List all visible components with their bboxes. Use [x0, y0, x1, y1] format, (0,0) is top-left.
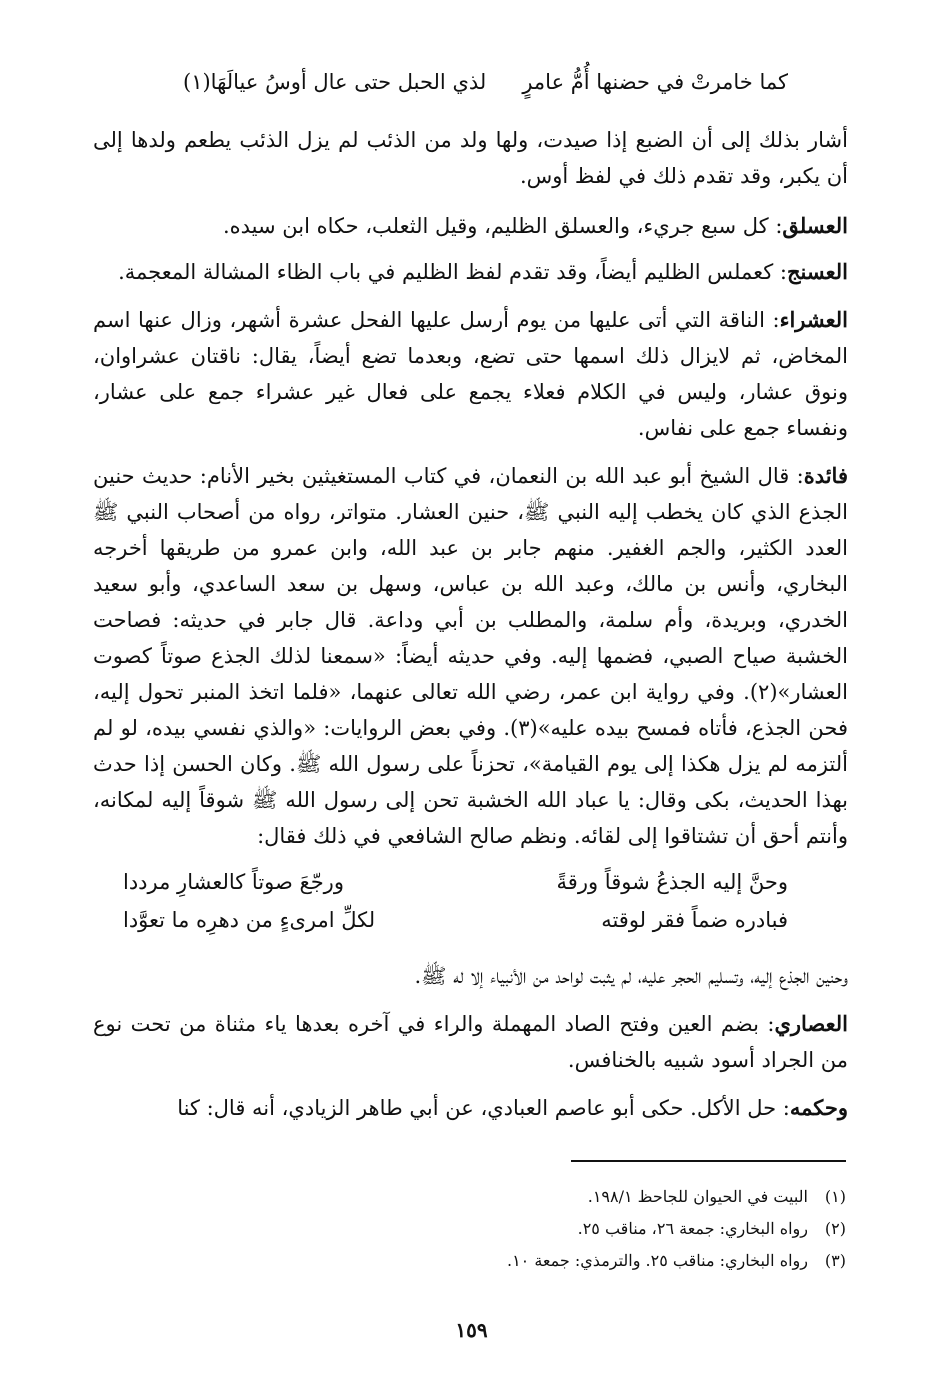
- entry-text: : كعملس الظليم أيضاً، وقد تقدم لفظ الظليم في باب الظاء المشالة المعجمة.: [118, 260, 787, 284]
- entry-text: : كل سبع جريء، والعسلق الظليم، وقيل الثعلب، حكاه ابن سيده.: [222, 214, 783, 238]
- verse-hemistich-right: كما خامرتْ في حضنها أُمُّ عامرٍ: [522, 70, 788, 94]
- entry-faida: [93, 458, 848, 854]
- footnote-text: البيت في الحيوان للجاحظ ١٩٨/١.: [587, 1187, 808, 1206]
- verse-hemistich-left: ورجّعَ صوتاً كالعشارِ مرددا: [123, 870, 344, 894]
- entry-alusari: [93, 1006, 848, 1078]
- footnote-1: [246, 1186, 846, 1208]
- paragraph-hanin-conclusion: وحنين الجذع إليه، وتسليم الحجر عليه، لم يثبت لواحد من الأنبياء إلا له ﷺ.: [414, 964, 848, 988]
- footnote-3: [246, 1250, 846, 1272]
- footnote-number: (٣): [824, 1251, 846, 1270]
- entry-alasalaq: [93, 208, 848, 244]
- entry-term: وحكمه: [789, 1095, 848, 1120]
- entry-alasanj: [93, 254, 848, 290]
- entry-text: : حل الأكل. حكى أبو عاصم العبادي، عن أبي طاهر الزيادي، أنه قال: كنا: [177, 1096, 790, 1120]
- entry-term: العصاري: [774, 1011, 848, 1036]
- verse-hemistich-left: لكلِّ امرىءٍ من دهرِه ما تعوَّدا: [123, 908, 376, 932]
- footnote-number: (٢): [824, 1219, 846, 1238]
- verse-hemistich-right: فبادره ضماً فقر لوقته: [601, 908, 788, 932]
- entry-alushara: [93, 302, 848, 446]
- entry-text: : بضم العين وفتح الصاد المهملة والراء في آخره بعدها ياء مثناة من تحت نوع من الجراد أسود شبيه بالخنافس.: [93, 1012, 848, 1072]
- footnote-text: رواه البخاري: مناقب ٢٥. والترمذي: جمعة ١٠.: [506, 1251, 808, 1270]
- poem-line-2: [93, 908, 848, 942]
- poem-line-1: [93, 870, 848, 904]
- footnote-number: (١): [824, 1187, 846, 1206]
- verse-hemistich-right: وحنَّ إليه الجذعُ شوقاً ورقةً: [556, 870, 788, 894]
- page-number: ١٥٩: [455, 1318, 488, 1342]
- entry-term: العسنج: [787, 259, 848, 284]
- entry-hukmuhu: [93, 1090, 848, 1126]
- paragraph-aws-explanation: أشار بذلك إلى أن الضبع إذا صيدت، ولها ولد من الذئب لم يزل الذئب يطعم ولدها إلى أن يكبر، وقد تقدم ذلك في لفظ أوس.: [93, 128, 848, 188]
- footnote-separator: [571, 1160, 846, 1162]
- footnote-2: [246, 1218, 846, 1240]
- verse-hemistich-left: لذي الحبل حتى عال أوسُ عيالَهَا(١): [183, 70, 487, 94]
- entry-term: العشراء: [779, 307, 848, 332]
- entry-text: : قال الشيخ أبو عبد الله بن النعمان، في كتاب المستغيثين بخير الأنام: حديث حنين الجذع الذي كان يخطب إليه النبي ﷺ، حنين العشار. متواتر، رواه من أصحاب النبي ﷺ العدد الكثير، والجم الغفير. منهم جابر بن عبد الله، وابن عمرو من طريقها أخرجه البخاري، وأنس بن مالك، وعبد الله بن عباس، وسهل بن سعد الساعدي، وأبو سعيد الخدري، وبريدة، وأم سلمة، والمطلب بن أبي وداعة. قال جابر في حديثه: فصاحت الخشبة صياح الصبي، فضمها إليه. وفي حديثه أيضاً: «سمعنا لذلك الجذع صوتاً كصوت العشار»(٢). وفي رواية ابن عمر، رضي الله تعالى عنهما، «فلما اتخذ المنبر تحول إليه، فحن الجذع، فأتاه فمسح بيده عليه»(٣). وفي بعض الروايات: «والذي نفسي بيده، لو لم ألتزمه لم يزل هكذا إلى يوم القيامة»، تحزناً على رسول الله ﷺ. وكان الحسن إذا حدث بهذا الحديث، بكى وقال: يا عباد الله الخشبة تحن إلى رسول الله ﷺ شوقاً إليه لمكانه، وأنتم أحق أن تشتاقوا إلى لقائه. ونظم صالح الشافعي في ذلك فقال:: [93, 464, 848, 848]
- entry-text: : الناقة التي أتى عليها من يوم أرسل عليها الفحل عشرة أشهر، وزال عنها اسم المخاض، ثم لايزال ذلك اسمها حتى تضع، وبعدما تضع أيضاً، يقال: ناقتان عشراوان، ونوق عشار، وليس في الكلام فعلاء يجمع على فعال غير عشراء جمع على عشار، ونفساء جمع على نفاس.: [93, 308, 848, 440]
- entry-term: فائدة: [803, 463, 848, 488]
- footnote-text: رواه البخاري: جمعة ٢٦، مناقب ٢٥.: [577, 1219, 808, 1238]
- opening-verse: [93, 70, 848, 104]
- entry-term: العسلق: [782, 213, 848, 238]
